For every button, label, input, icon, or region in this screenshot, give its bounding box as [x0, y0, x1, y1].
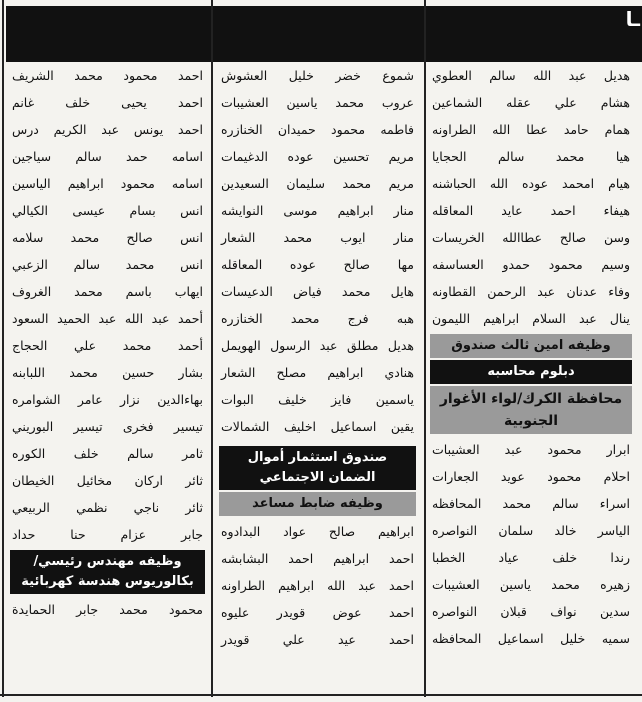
job-title-heading: وظيفه ضابط مساعد — [219, 492, 416, 516]
list-item: ثامر سالم خلف الكوره — [12, 446, 203, 461]
list-item: همام حامد عطا الله الطراونه — [432, 122, 630, 137]
list-item: منار ايوب محمد الشعار — [221, 230, 414, 245]
list-item: مريم تحسين عوده الدغيمات — [221, 149, 414, 164]
list-item: ابراهيم صالح عواد البدادوه — [221, 524, 414, 539]
fund-heading: صندوق استثمار أموال الضمان الاجتماعي — [219, 446, 416, 490]
list-item: وفاء عدنان عبد الرحمن القطاونه — [432, 284, 630, 299]
list-item: انس بسام عيسى الكيالي — [12, 203, 203, 218]
list-item: عروب محمد ياسين العشيبات — [221, 95, 414, 110]
list-item: ثائر اركان مخائيل الخيطان — [12, 473, 203, 488]
right-names-top-list — [426, 62, 636, 332]
list-item: فاطمه محمود حميدان الخنازره — [221, 122, 414, 137]
list-item: وسن صالح عطاالله الخريسات — [432, 230, 630, 245]
list-item: زهيره محمد ياسين العشيبات — [432, 577, 630, 592]
left-names-top-list — [6, 62, 209, 548]
list-item: بشار حسين محمد اللبابنه — [12, 365, 203, 380]
list-item: شموع خضر خليل العشوش — [221, 68, 414, 83]
list-item: مريم محمد سليمان السعيدين — [221, 176, 414, 191]
list-item: هنادي ابراهيم مصلح الشعار — [221, 365, 414, 380]
list-item: تيسير فخرى تيسير البوريني — [12, 419, 203, 434]
list-item: مها صالح عوده المعاقله — [221, 257, 414, 272]
right-names-bottom-list — [426, 436, 636, 652]
list-item: انس محمد سالم الزعبي — [12, 257, 203, 272]
left-column — [6, 62, 209, 694]
job-title-heading: وظيفه مهندس رئيسي/ بكالوريوس هندسة كهربائية — [10, 550, 205, 594]
list-item: احمد عيد علي قويدر — [221, 632, 414, 647]
column-divider-left — [211, 0, 213, 697]
list-item: رندا خلف عياد الخطبا — [432, 550, 630, 565]
region-heading: محافظة الكرك/لواء الأغوار الجنوبية — [430, 386, 632, 434]
left-names-bottom-list — [6, 596, 209, 623]
list-item: محمود محمد جابر الحمايدة — [12, 602, 203, 617]
middle-names-top-list — [215, 62, 420, 440]
list-item: سميه خليل اسماعيل المحافظه — [432, 631, 630, 646]
right-column — [426, 62, 636, 694]
middle-column — [215, 62, 420, 694]
list-item: احمد يحيى خلف غانم — [12, 95, 203, 110]
list-item: اسامه محمود ابراهيم الياسين — [12, 176, 203, 191]
list-item: ابرار محمود عبد العشيبات — [432, 442, 630, 457]
list-item: أحمد عبد الله عبد الحميد السعود — [12, 311, 203, 326]
list-item: هيفاء احمد عايد المعاقله — [432, 203, 630, 218]
list-item: منار ابراهيم موسى النوايشه — [221, 203, 414, 218]
list-item: ايهاب باسم محمد الغروف — [12, 284, 203, 299]
list-item: وسيم محمود حمدو العساسفه — [432, 257, 630, 272]
list-item: ثائر ناجي نظمي الربيعي — [12, 500, 203, 515]
list-item: سدين نواف قبلان النواصره — [432, 604, 630, 619]
list-item: انس صالح محمد سلامه — [12, 230, 203, 245]
list-item: هديل عبد الله سالم العطوي — [432, 68, 630, 83]
page-border-left — [2, 0, 4, 697]
list-item: هايل محمد فياض الدعيسات — [221, 284, 414, 299]
list-item: احمد عبد الله ابراهيم الطراونه — [221, 578, 414, 593]
qualification-heading: دبلوم محاسبه — [430, 360, 632, 384]
list-item: هديل مطلق عبد الرسول الهويمل — [221, 338, 414, 353]
list-item: اسراء سالم محمد المحافظه — [432, 496, 630, 511]
list-item: احلام محمود عويد الجعارات — [432, 469, 630, 484]
list-item: احمد محمود محمد الشريف — [12, 68, 203, 83]
middle-names-bottom-list — [215, 518, 420, 653]
list-item: يقين اسماعيل اخليف الشمالات — [221, 419, 414, 434]
list-item: بهاءالدين نزار عامر الشوامره — [12, 392, 203, 407]
header-bar — [6, 6, 642, 62]
list-item: احمد يونس عبد الكريم درس — [12, 122, 203, 137]
header-text: ـا — [625, 7, 640, 31]
page-border-bottom — [0, 694, 642, 696]
list-item: الياسر خالد سلمان النواصره — [432, 523, 630, 538]
list-item: جابر عزام حنا حداد — [12, 527, 203, 542]
list-item: هيا محمد سالم الحجايا — [432, 149, 630, 164]
list-item: احمد ابراهيم احمد البشابشه — [221, 551, 414, 566]
list-item: ينال عبد السلام ابراهيم الليمون — [432, 311, 630, 326]
list-item: اسامه حمد سالم سياجين — [12, 149, 203, 164]
list-item: هبه فرج محمد الخنازره — [221, 311, 414, 326]
list-item: ياسمين فايز خليف البوات — [221, 392, 414, 407]
list-item: هيام امحمد عوده الله الحباشنه — [432, 176, 630, 191]
job-title-heading: وظيفه امين ثالث صندوق — [430, 334, 632, 358]
list-item: هشام علي عقله الشماعين — [432, 95, 630, 110]
list-item: احمد عوض قويدر عليوه — [221, 605, 414, 620]
list-item: أحمد محمد علي الحجاج — [12, 338, 203, 353]
